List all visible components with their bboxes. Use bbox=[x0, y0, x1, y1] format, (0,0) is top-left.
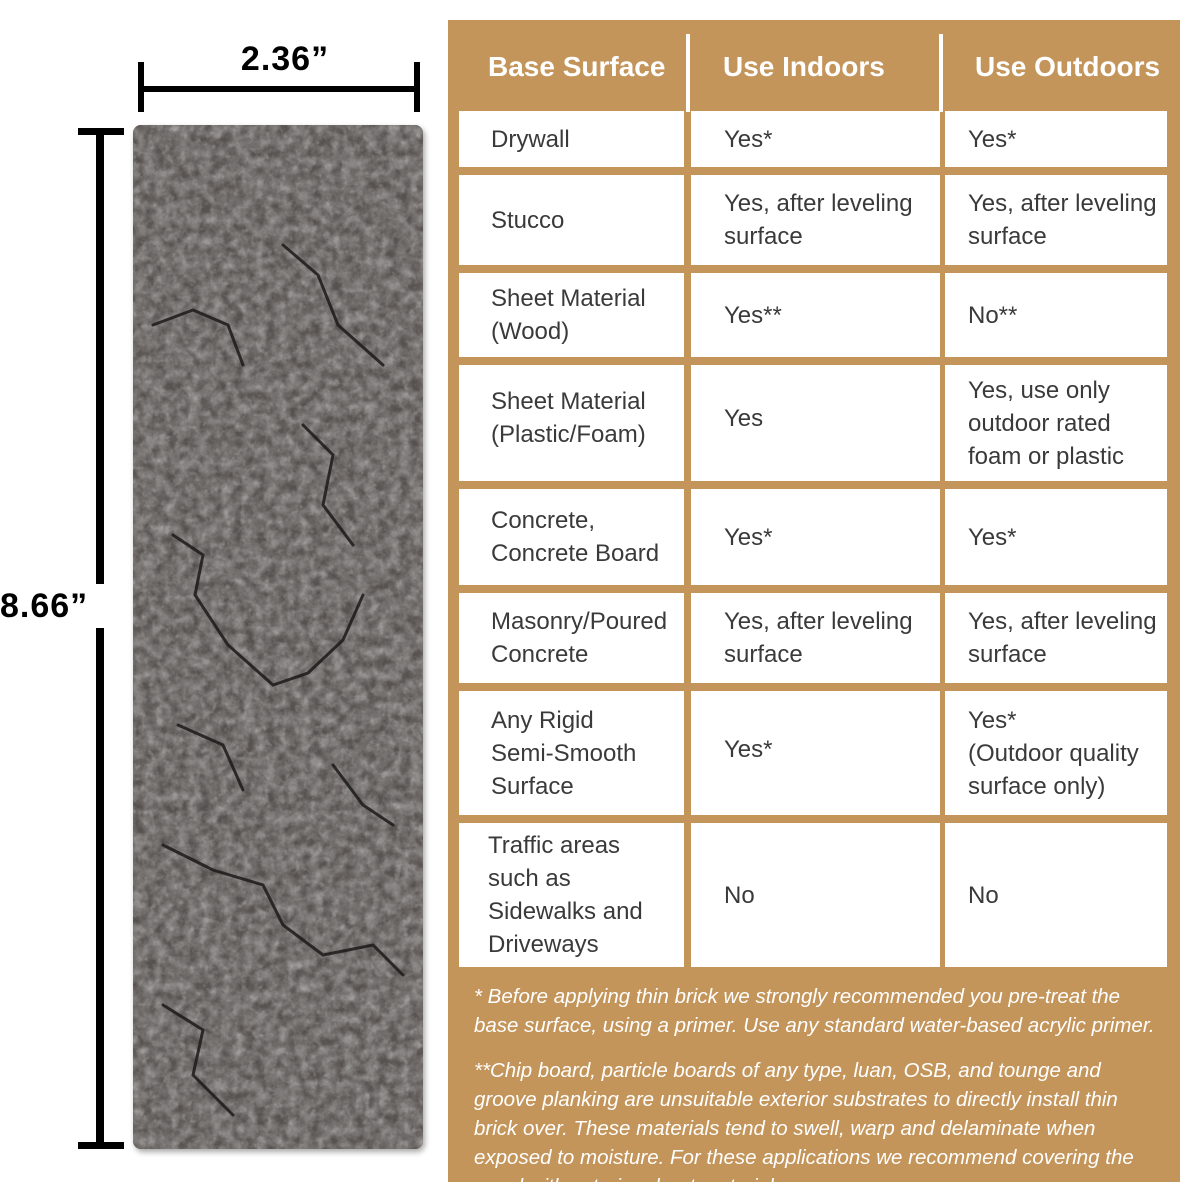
cell-text: No bbox=[724, 881, 755, 909]
cell-text: Yes* bbox=[724, 125, 773, 153]
footnote-primer: * Before applying thin brick we strongly recommended you pre-treat the base surface, using a primer. Use any standard water-based acrylic primer. bbox=[474, 985, 1155, 1037]
cell-text: Any Rigid Semi-Smooth Surface bbox=[491, 706, 637, 800]
header-use-outdoors: Use Outdoors bbox=[975, 51, 1161, 82]
table-row-outdoors-cell bbox=[945, 691, 1167, 815]
height-dimension-cap-top bbox=[78, 128, 124, 135]
width-dimension-cap-left bbox=[138, 62, 144, 112]
table-row-surface-cell bbox=[459, 823, 684, 967]
cell-text: No** bbox=[968, 301, 1018, 329]
cell-text: Yes* bbox=[724, 735, 773, 763]
table-row-indoors-cell bbox=[691, 111, 940, 167]
table-row-surface-cell bbox=[459, 273, 684, 357]
cell-text: Sheet Material (Wood) bbox=[491, 285, 646, 345]
cell-text: Masonry/Poured Concrete bbox=[491, 608, 668, 668]
height-label: 8.66” bbox=[0, 584, 104, 628]
cell-text: Yes* bbox=[968, 125, 1017, 153]
cell-text: Stucco bbox=[491, 206, 565, 234]
table-row-indoors-cell bbox=[691, 273, 940, 357]
table-row-indoors-cell bbox=[691, 489, 940, 585]
header-divider bbox=[686, 34, 690, 112]
cell-text: Drywall bbox=[491, 125, 570, 153]
cell-text: Yes* bbox=[968, 523, 1017, 551]
cell-text: Sheet Material (Plastic/Foam) bbox=[491, 388, 646, 448]
table-row-indoors-cell bbox=[691, 691, 940, 815]
height-dimension-line bbox=[96, 132, 104, 1148]
width-dimension-line bbox=[140, 86, 420, 92]
cell-text: Traffic areas such as Sidewalks and Driveways bbox=[488, 832, 643, 958]
header-use-indoors: Use Indoors bbox=[723, 51, 885, 82]
cell-text: Yes, after leveling surface bbox=[724, 608, 913, 668]
table-row-surface-cell bbox=[459, 593, 684, 683]
table-row-indoors-cell bbox=[691, 593, 940, 683]
header-base-surface: Base Surface bbox=[488, 51, 666, 82]
width-label: 2.36” bbox=[240, 40, 330, 78]
cell-text: Yes, use only outdoor rated foam or plastic bbox=[968, 376, 1125, 470]
cell-text: Yes, after leveling surface bbox=[968, 190, 1157, 250]
brick-texture bbox=[133, 125, 423, 1149]
cell-text: Yes* bbox=[724, 523, 773, 551]
table-row-outdoors-cell bbox=[945, 111, 1167, 167]
cell-text: Yes, after leveling surface bbox=[968, 608, 1157, 668]
surface-compatibility-table bbox=[448, 20, 1180, 1198]
cell-text: Yes, after leveling surface bbox=[724, 190, 913, 250]
table-row-outdoors-cell bbox=[945, 175, 1167, 265]
cell-text: No bbox=[968, 881, 999, 909]
header-divider bbox=[939, 34, 943, 112]
table-row-outdoors-cell bbox=[945, 823, 1167, 967]
table-row-surface-cell bbox=[459, 365, 684, 481]
table-row-indoors-cell bbox=[691, 365, 940, 481]
cell-text: Yes bbox=[724, 404, 764, 432]
height-dimension-cap-bottom bbox=[78, 1142, 124, 1149]
table-row-surface-cell bbox=[459, 175, 684, 265]
cell-text: Concrete, Concrete Board bbox=[491, 507, 660, 567]
table-row-surface-cell bbox=[459, 691, 684, 815]
table-row-indoors-cell bbox=[691, 823, 940, 967]
table-row-surface-cell bbox=[459, 489, 684, 585]
table-row-outdoors-cell bbox=[945, 273, 1167, 357]
width-dimension-cap-right bbox=[414, 62, 420, 112]
table-row-outdoors-cell bbox=[945, 365, 1167, 481]
table-row-surface-cell bbox=[459, 111, 684, 167]
table-row-outdoors-cell bbox=[945, 489, 1167, 585]
table-row-indoors-cell bbox=[691, 175, 940, 265]
cell-text: Yes* (Outdoor quality surface only) bbox=[968, 706, 1139, 800]
footnote-chipboard: **Chip board, particle boards of any type, luan, OSB, and tounge and groove planking are unsuitable exterior substrates to directly install thin brick over. These materials tend to swell, warp and delaminate when exposed to moisture. For these applications we recommend covering the wood with exterior sheet material. bbox=[474, 1059, 1134, 1198]
thin-brick-image bbox=[133, 125, 423, 1149]
table-row-outdoors-cell bbox=[945, 593, 1167, 683]
cell-text: Yes** bbox=[724, 301, 782, 329]
